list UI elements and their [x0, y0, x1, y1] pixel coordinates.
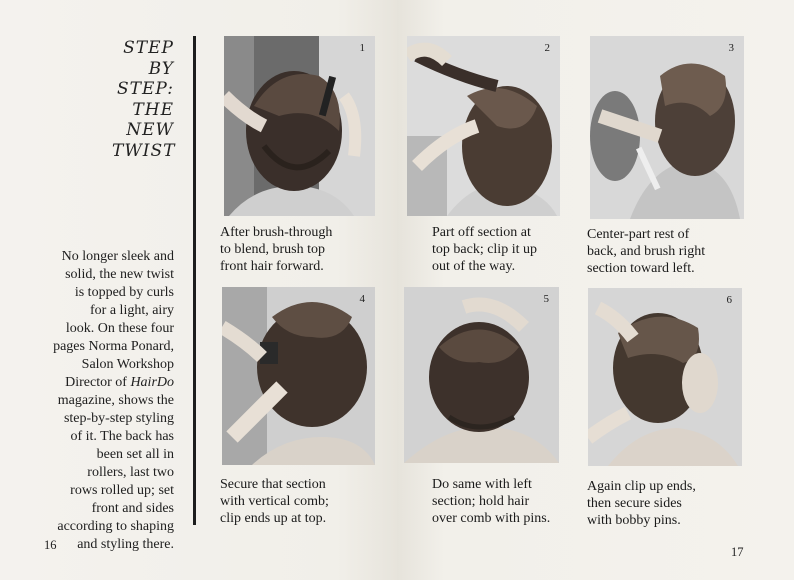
- hair-photo-illustration: [588, 288, 742, 466]
- title-line: NEW: [126, 120, 174, 140]
- step-number: 2: [544, 42, 550, 54]
- caption-line: Secure that section: [220, 477, 326, 492]
- hair-photo-illustration: [407, 36, 560, 216]
- caption-line: back, and brush right: [587, 244, 706, 259]
- step-caption-6: [587, 478, 696, 529]
- caption-line: over comb with pins.: [432, 511, 551, 526]
- step-caption-1: [220, 224, 332, 275]
- step-number: 3: [728, 42, 734, 54]
- step-number: 4: [359, 293, 365, 305]
- caption-line: Again clip up ends,: [587, 479, 696, 494]
- caption-line: section; hold hair: [432, 494, 530, 509]
- caption-line: then secure sides: [587, 496, 682, 511]
- caption-line: clip ends up at top.: [220, 511, 327, 526]
- caption-line: Part off section at: [432, 225, 531, 240]
- intro-line: No longer sleek and: [61, 249, 174, 264]
- step-number: 1: [359, 42, 365, 54]
- caption-line: with vertical comb;: [220, 494, 329, 509]
- caption-line: front hair forward.: [220, 259, 324, 274]
- step-photo-5: [404, 287, 559, 463]
- intro-paragraph: [38, 248, 174, 554]
- intro-line: according to shaping: [57, 519, 174, 534]
- intro-line: of it. The back has: [70, 429, 174, 444]
- intro-line: been set all in: [96, 447, 174, 462]
- caption-line: to blend, brush top: [220, 242, 325, 257]
- hair-photo-illustration: [224, 36, 375, 216]
- caption-line: section toward left.: [587, 261, 695, 276]
- caption-line: with bobby pins.: [587, 513, 681, 528]
- step-caption-5: [432, 476, 550, 527]
- step-photo-3: [590, 36, 744, 219]
- step-photo-6: [588, 288, 742, 466]
- step-caption-3: [587, 226, 705, 277]
- title-line: BY: [148, 58, 174, 79]
- article-title: [112, 38, 174, 161]
- intro-line: rows rolled up; set: [70, 483, 174, 498]
- caption-line: out of the way.: [432, 259, 516, 274]
- step-caption-4: [220, 476, 329, 527]
- page-number-right: 17: [731, 545, 744, 559]
- hair-photo-illustration: [222, 287, 375, 465]
- intro-line: rollers, last two: [87, 465, 174, 480]
- step-photo-4: [222, 287, 375, 465]
- intro-line: front and sides: [91, 501, 174, 516]
- caption-line: After brush-through: [220, 225, 333, 240]
- intro-line: step-by-step styling: [63, 411, 174, 426]
- title-line: STEP:: [117, 79, 174, 99]
- intro-line: Salon Workshop: [81, 357, 174, 372]
- title-line: THE: [132, 99, 174, 120]
- intro-line: magazine, shows the: [57, 393, 174, 408]
- hair-photo-illustration: [590, 36, 744, 219]
- vertical-rule: [193, 36, 196, 525]
- page-number-left: 16: [44, 538, 57, 552]
- step-number: 6: [726, 294, 732, 306]
- title-line: STEP: [123, 38, 174, 58]
- step-caption-2: [432, 224, 537, 275]
- step-photo-2: [407, 36, 560, 216]
- intro-line: solid, the new twist: [65, 267, 174, 282]
- intro-line: for a light, airy: [90, 303, 174, 318]
- caption-line: Do same with left: [432, 477, 532, 492]
- intro-line: and styling there.: [77, 537, 174, 552]
- step-photo-1: [224, 36, 375, 216]
- intro-line: look. On these four: [65, 321, 174, 336]
- caption-line: top back; clip it up: [432, 242, 537, 257]
- title-line: TWIST: [112, 140, 176, 161]
- intro-line: is topped by curls: [74, 285, 174, 300]
- caption-line: Center-part rest of: [587, 227, 690, 242]
- intro-line: pages Norma Ponard,: [53, 339, 174, 354]
- step-number: 5: [543, 293, 549, 305]
- intro-line: Director of HairDo: [65, 375, 174, 390]
- hair-photo-illustration: [404, 287, 559, 463]
